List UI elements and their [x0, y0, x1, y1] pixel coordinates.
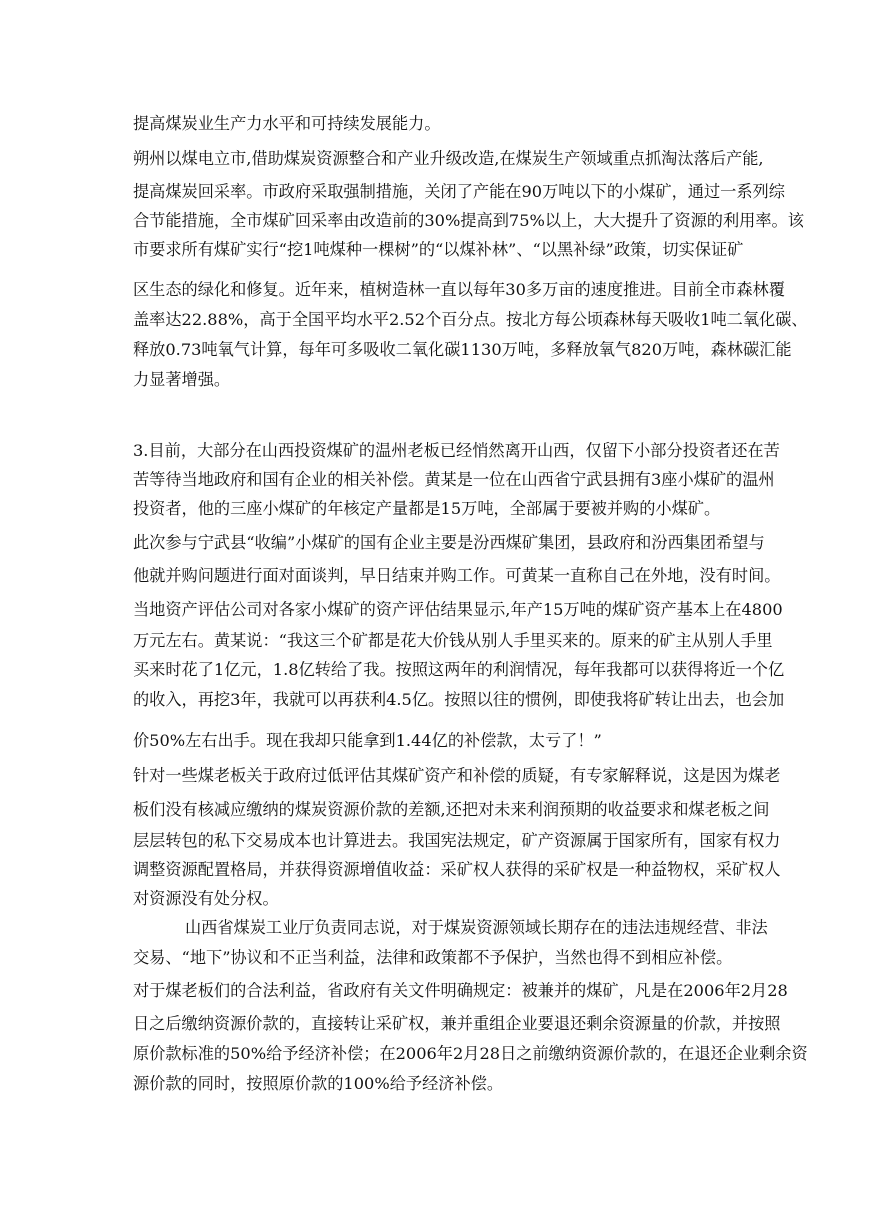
text-line: 日之后缴纳资源价款的，直接转让采矿权，兼并重组企业要退还剩余资源量的价款，并按照 — [133, 1014, 781, 1033]
text-line: 合节能措施，全市煤矿回采率由改造前的30%提高到75%以上，大大提升了资源的利用率。该 — [133, 211, 804, 230]
text-line: 源价款的同时，按照原价款的100%给予经济补偿。 — [133, 1074, 504, 1093]
text-line: 万元左右。黄某说：“我这三个矿都是花大价钱从别人手里买来的。原来的矿主从别人手里 — [133, 631, 773, 650]
text-line: 力显著增强。 — [133, 370, 231, 389]
text-line: 的收入，再挖3年，我就可以再获利4.5亿。按照以往的惯例，即使我将矿转让出去，也会加 — [133, 690, 785, 709]
text-line: 他就并购问题进行面对面谈判，早日结束并购工作。可黄某一直称自己在外地，没有时间。 — [133, 566, 781, 585]
text-line: 当地资产评估公司对各家小煤矿的资产评估结果显示,年产15万吨的煤矿资产基本上在4800 — [133, 600, 783, 619]
text-line: 区生态的绿化和修复。近年来，植树造林一直以每年30多万亩的速度推进。目前全市森林覆 — [133, 280, 785, 299]
text-line: 买来时花了1亿元，1.8亿转给了我。按照这两年的利润情况，每年我都可以获得将近一个亿 — [133, 660, 785, 679]
text-line: 调整资源配置格局，并获得资源增值收益：采矿权人获得的采矿权是一种益物权，采矿权人 — [133, 860, 781, 879]
text-line: 对资源没有处分权。 — [133, 889, 279, 908]
text-line: 板们没有核减应缴纳的煤炭资源价款的差额,还把对未来利润预期的收益要求和煤老板之间 — [133, 800, 770, 819]
text-line: 苦等待当地政府和国有企业的相关补偿。黄某是一位在山西省宁武县拥有3座小煤矿的温州 — [133, 470, 775, 489]
text-line: 针对一些煤老板关于政府过低评估其煤矿资产和补偿的质疑，有专家解释说，这是因为煤老 — [133, 766, 781, 785]
text-line: 盖率达22.88%，高于全国平均水平2.52个百分点。按北方每公顷森林每天吸收1吨二氧化碳、 — [133, 310, 808, 329]
text-line: 对于煤老板们的合法利益，省政府有关文件明确规定：被兼并的煤矿，凡是在2006年2月28 — [133, 981, 788, 1000]
text-line: 原价款标准的50%给予经济补偿；在2006年2月28日之前缴纳资源价款的，在退还企业剩余资 — [133, 1044, 808, 1063]
text-line: 3.目前，大部分在山西投资煤矿的温州老板已经悄然离开山西，仅留下小部分投资者还在苦 — [133, 441, 780, 460]
text-line: 朔州以煤电立市,借助煤炭资源整合和产业升级改造,在煤炭生产领域重点抓淘汰落后产能, — [133, 149, 764, 168]
text-line: 市要求所有煤矿实行“挖1吨煤种一棵树”的“以煤补林”、“以黑补绿”政策，切实保证矿 — [133, 240, 744, 259]
text-line: 交易、“地下”协议和不正当利益，法律和政策都不予保护，当然也得不到相应补偿。 — [133, 948, 733, 967]
text-line: 提高煤炭业生产力水平和可持续发展能力。 — [133, 114, 441, 133]
text-line: 投资者，他的三座小煤矿的年核定产量都是15万吨，全部属于要被并购的小煤矿。 — [133, 499, 721, 518]
text-line: 价50%左右出手。现在我却只能拿到1.44亿的补偿款，太亏了！” — [133, 731, 602, 750]
text-line: 此次参与宁武县“收编”小煤矿的国有企业主要是汾西煤矿集团，县政府和汾西集团希望与 — [133, 533, 765, 552]
text-line: 层层转包的私下交易成本也计算进去。我国宪法规定，矿产资源属于国家所有，国家有权力 — [133, 831, 781, 850]
text-line: 提高煤炭回采率。市政府采取强制措施，关闭了产能在90万吨以下的小煤矿，通过一系列综 — [133, 182, 785, 201]
text-line: 释放0.73吨氧气计算，每年可多吸收二氧化碳1130万吨，多释放氧气820万吨，森林碳汇能 — [133, 340, 792, 359]
text-line: 山西省煤炭工业厅负责同志说，对于煤炭资源领域长期存在的违法违规经营、非法 — [185, 918, 768, 937]
